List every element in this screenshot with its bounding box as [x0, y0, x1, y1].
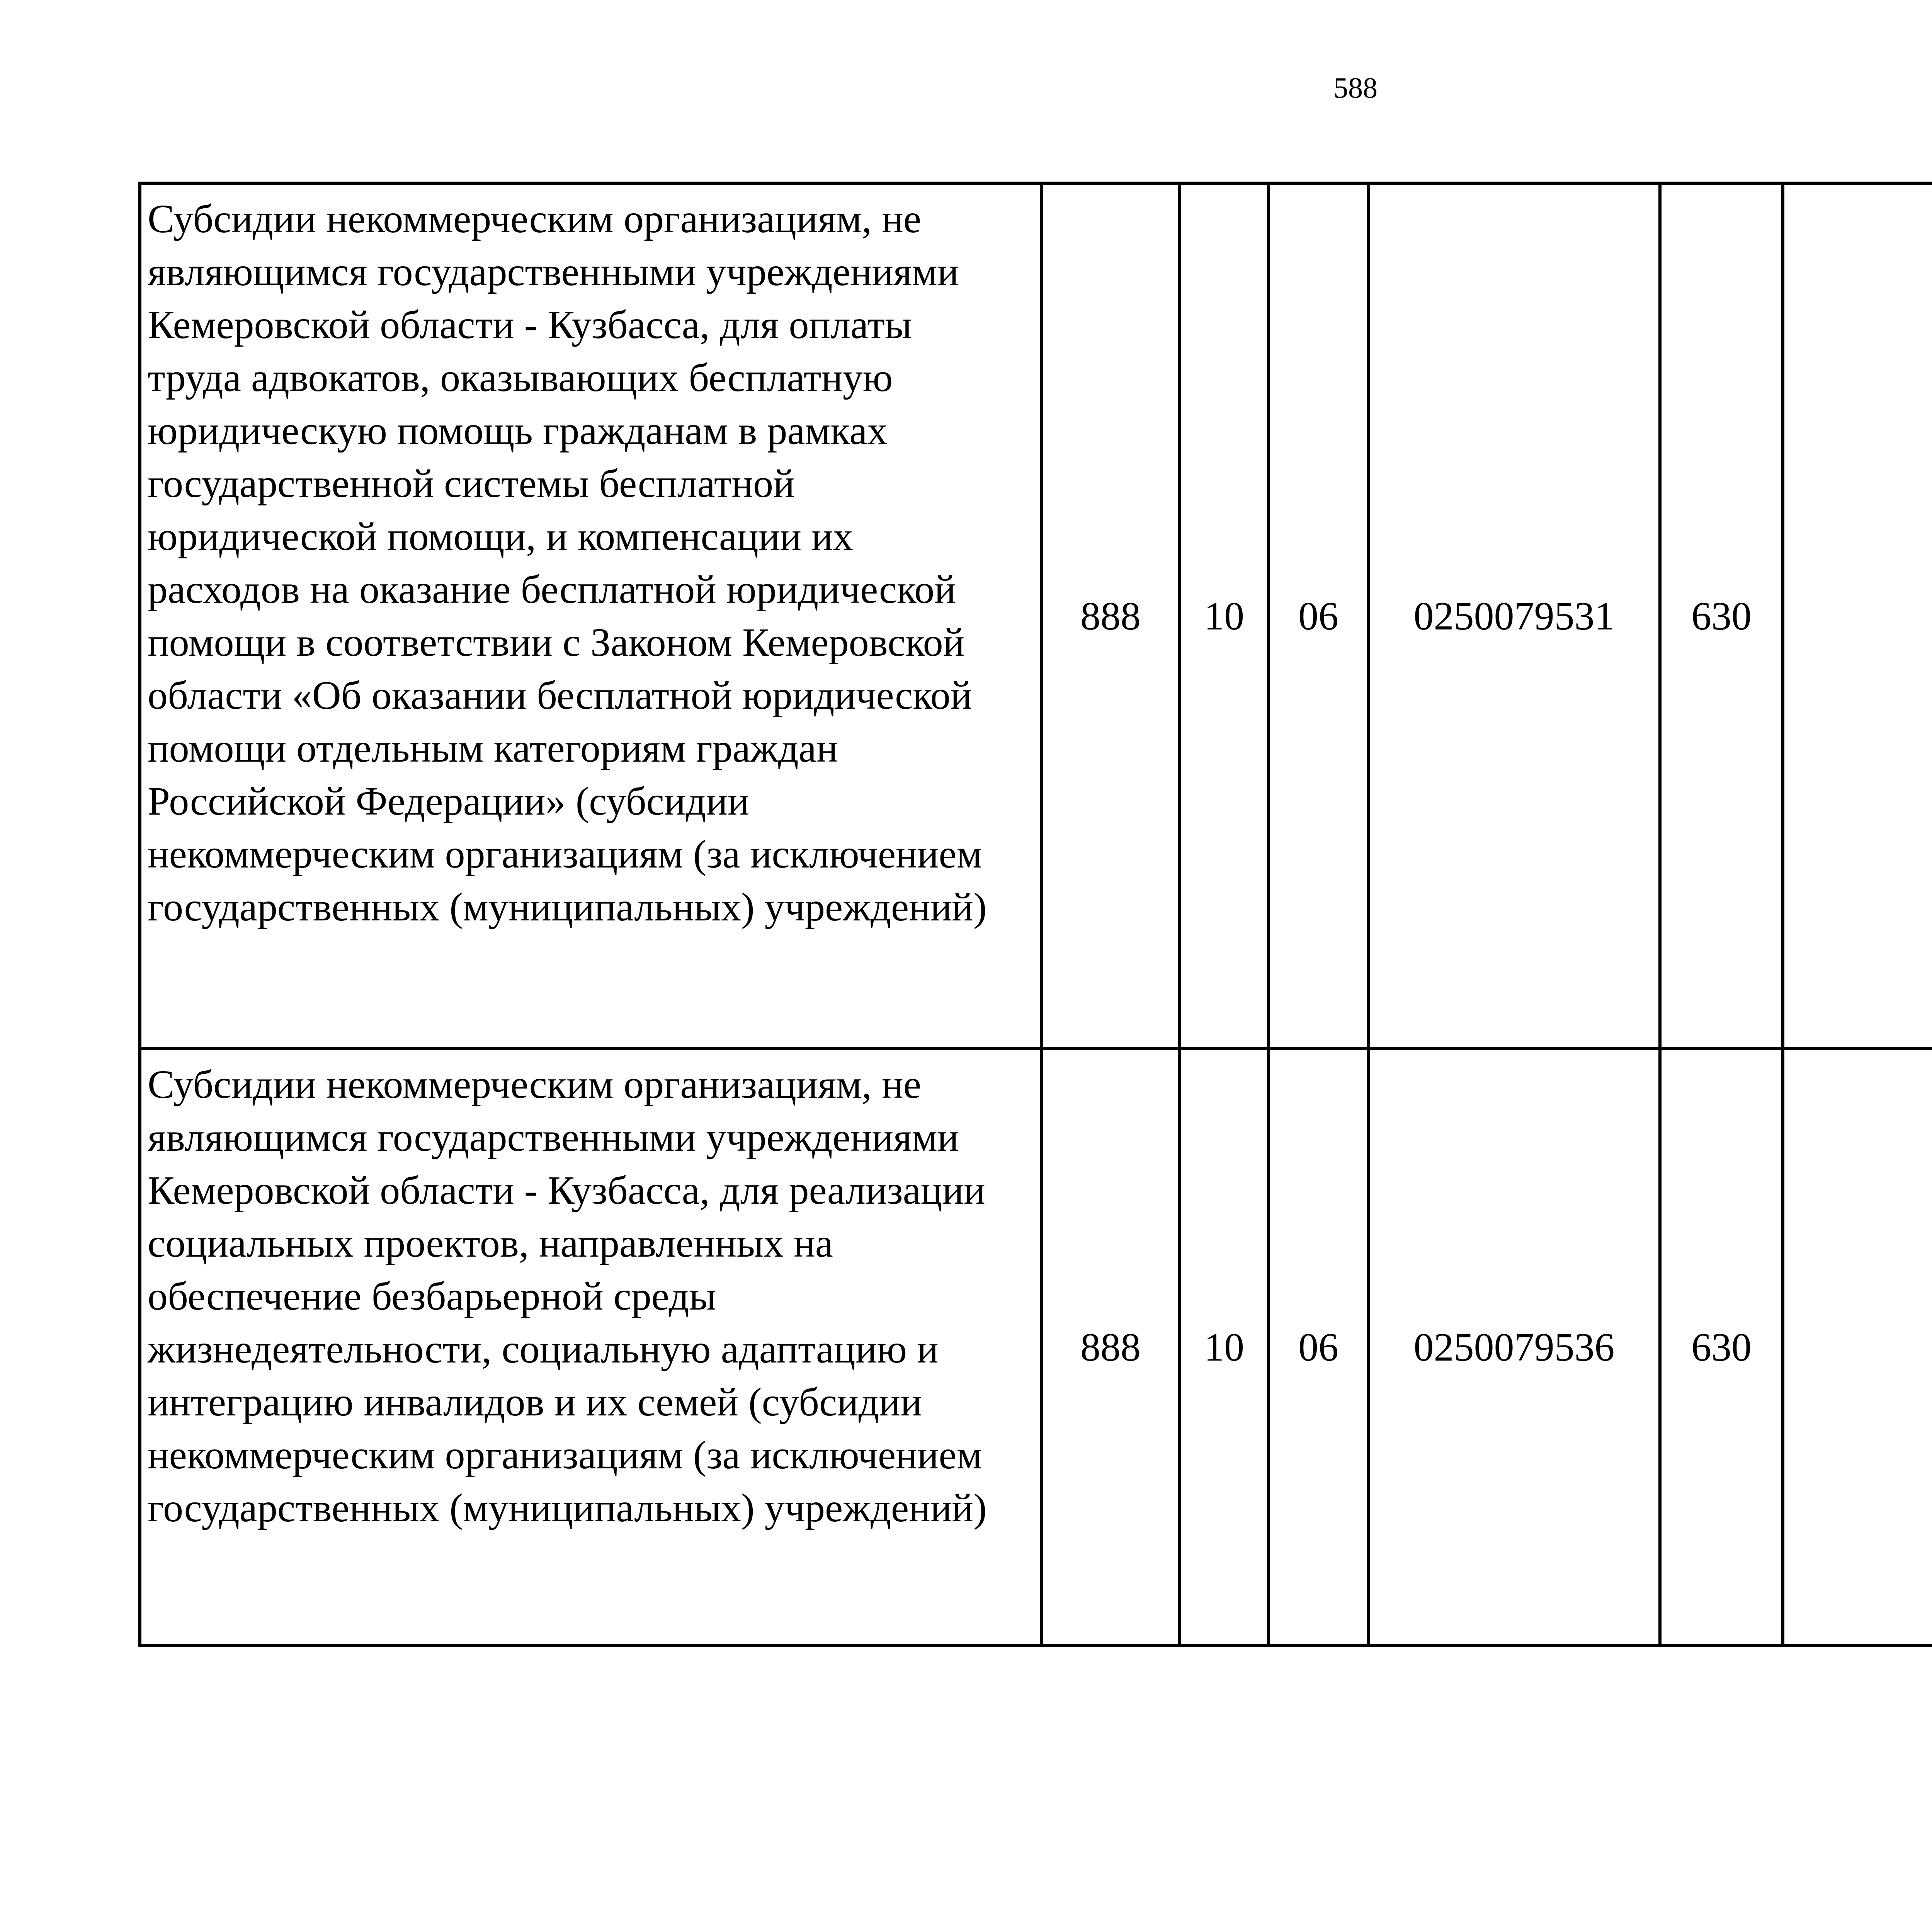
description-line: юридическую помощь гражданам в рамках: [148, 408, 888, 453]
description-line: государственной системы бесплатной: [148, 461, 795, 506]
description-line: интеграцию инвалидов и их семей (субсидии: [148, 1380, 922, 1424]
target-item-cell: 0250079531: [1368, 183, 1660, 1049]
description-line: являющимся государственными учреждениями: [148, 250, 959, 294]
expense-type-cell: 630: [1660, 1049, 1783, 1646]
description-cell: [140, 1049, 1041, 1646]
table-row: [140, 183, 1932, 1049]
subsection-code-cell: 06: [1269, 183, 1368, 1049]
budget-table: [138, 182, 1932, 1647]
description-line: жизнедеятельности, социальную адаптацию и: [148, 1327, 939, 1371]
description-line: государственных (муниципальных) учреждений): [148, 885, 987, 929]
description-line: области «Об оказании бесплатной юридической: [148, 673, 972, 718]
description-line: являющимся государственными учреждениями: [148, 1115, 959, 1160]
description-line: некоммерческим организациям (за исключением: [148, 832, 982, 876]
description-line: некоммерческим организациям (за исключением: [148, 1433, 982, 1477]
expense-type-cell: 630: [1660, 183, 1783, 1049]
description-line: юридической помощи, и компенсации их: [148, 514, 853, 559]
description-line: Кемеровской области - Кузбасса, для реализации: [148, 1168, 985, 1213]
description-cell: [140, 183, 1041, 1049]
description-line: помощи отдельным категориям граждан: [148, 726, 838, 771]
target-item-cell: 0250079536: [1368, 1049, 1660, 1646]
description-line: труда адвокатов, оказывающих бесплатную: [148, 356, 893, 400]
section-code-cell: 10: [1180, 183, 1269, 1049]
section-code-cell: 10: [1180, 1049, 1269, 1646]
description-line: Субсидии некоммерческим организациям, не: [148, 1062, 921, 1107]
description-line: Российской Федерации» (субсидии: [148, 779, 749, 823]
description-line: Кемеровской области - Кузбасса, для оплаты: [148, 303, 912, 347]
description-line: помощи в соответствии с Законом Кемеровской: [148, 620, 965, 665]
description-line: Субсидии некоммерческим организациям, не: [148, 197, 921, 241]
description-line: социальных проектов, направленных на: [148, 1221, 833, 1266]
description-line: обеспечение безбарьерной среды: [148, 1274, 716, 1318]
amount-cell-1: [1783, 183, 1932, 1049]
ministry-code-cell: 888: [1041, 183, 1180, 1049]
description-line: расходов на оказание бесплатной юридической: [148, 567, 956, 612]
subsection-code-cell: 06: [1269, 1049, 1368, 1646]
page-number: 588: [1333, 72, 1378, 104]
description-line: государственных (муниципальных) учреждений): [148, 1486, 987, 1530]
amount-cell-1: [1783, 1049, 1932, 1646]
table-row: [140, 1049, 1932, 1646]
ministry-code-cell: 888: [1041, 1049, 1180, 1646]
